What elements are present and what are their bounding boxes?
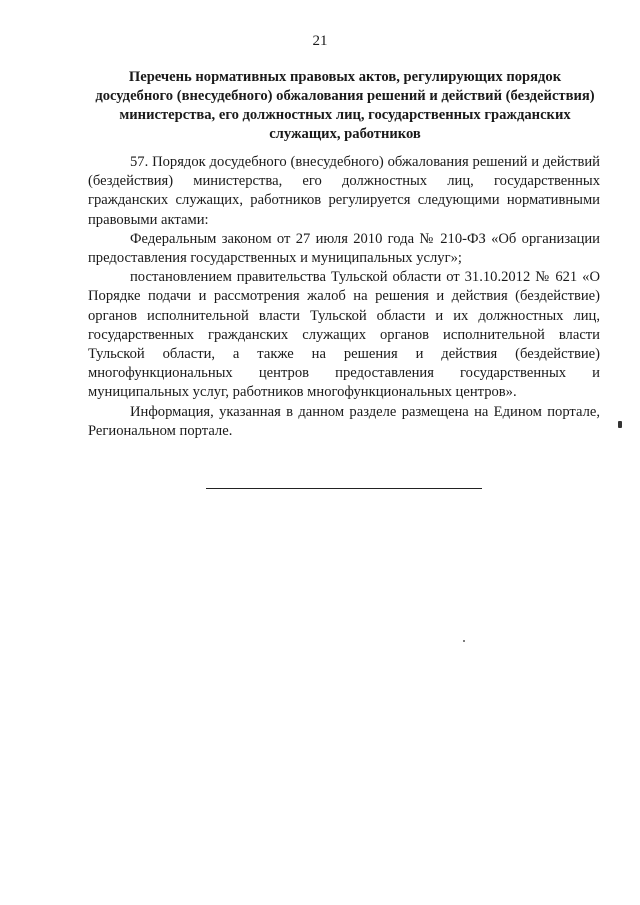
scan-dot-mark <box>463 640 465 642</box>
end-separator-line <box>206 488 482 489</box>
paragraph-regional-resolution: постановлением правительства Тульской области от 31.10.2012 № 621 «О Порядке подачи и рассмотрения жалоб на решения и действия (бездействие) органов исполнительной власти Тульской области и их должностных лиц, государственных гражданских служащих органов исполнительной власти Тульской области, а также на решения и действия (бездействие) многофункциональных центров предоставления государственных и муниципальных услуг, работников многофункциональных центров». <box>88 269 600 401</box>
section-heading: Перечень нормативных правовых актов, регулирующих порядок досудебного (внесудебного) обжалования решений и действий (бездействия) министерства, его должностных лиц, государственных гражданских служащих, работников <box>95 69 595 142</box>
paragraph-information: Информация, указанная в данном разделе размещена на Едином портале, Региональном портале. <box>88 403 600 439</box>
page-number: 21 <box>312 33 328 49</box>
paragraph-57: 57. Порядок досудебного (внесудебного) обжалования решений и действий (бездействия) министерства, его должностных лиц, государственных гражданских служащих, работников регулируется следующими нормативными правовыми актами: <box>88 154 600 228</box>
section-body <box>88 153 600 441</box>
scan-edge-mark <box>618 421 622 428</box>
paragraph-federal-law: Федеральным законом от 27 июля 2010 года № 210-ФЗ «Об организации предоставления государственных и муниципальных услуг»; <box>88 230 600 267</box>
